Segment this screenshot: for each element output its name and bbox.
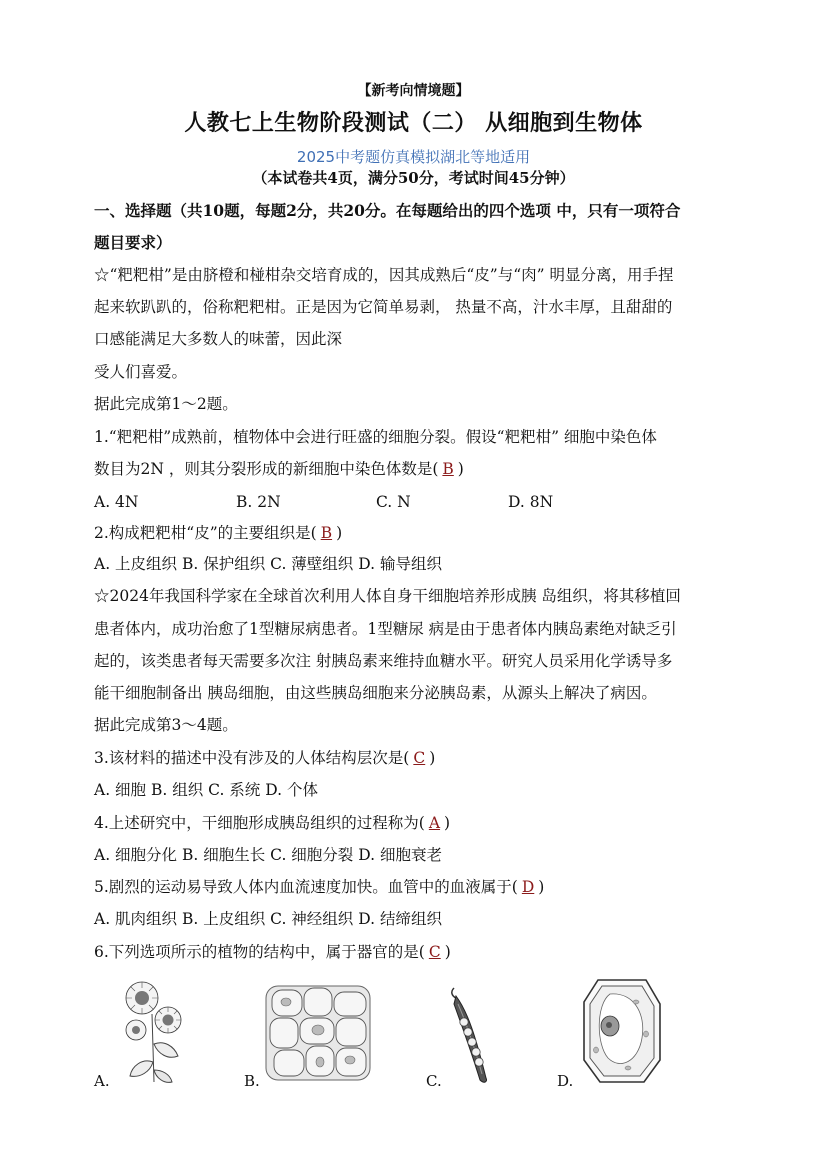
q3-options: A. 细胞 B. 组织 C. 系统 D. 个体 <box>94 781 318 799</box>
q1-option-b: B. 2N <box>236 493 281 511</box>
q2-close-paren: ) <box>336 524 343 542</box>
q4-options: A. 细胞分化 B. 细胞生长 C. 细胞分裂 D. 细胞衰老 <box>94 846 442 864</box>
q6-label-b: B. <box>244 1072 260 1090</box>
q5-options: A. 肌肉组织 B. 上皮组织 C. 神经组织 D. 结缔组织 <box>94 910 442 928</box>
q1-answer: B <box>442 460 454 478</box>
tissue-cells-image <box>264 980 374 1084</box>
material2-line: 起的，该类患者每天需要多次注 射胰岛素来维持血糖水平。研究人员采用化学诱导多 <box>94 652 673 670</box>
material2-line: 能干细胞制备出 胰岛细胞，由这些胰岛细胞来分泌胰岛素，从源头上解决了病因。 <box>94 684 657 702</box>
section-heading-cont: 题目要求） <box>94 233 172 252</box>
q1-options <box>94 492 553 512</box>
q6-stem-text: 6.下列选项所示的植物的结构中，属于器官的是( <box>94 943 425 961</box>
material1-instruction: 据此完成第1～2题。 <box>94 395 238 413</box>
exam-subtitle: 2025中考题仿真模拟湖北等地适用 <box>296 148 531 166</box>
q3-close-paren: ) <box>429 749 436 767</box>
q2-answer: B <box>320 524 333 542</box>
exam-title: 人教七上生物阶段测试（二） 从细胞到生物体 <box>184 111 643 136</box>
q3-stem-text: 3.该材料的描述中没有涉及的人体结构层次是( <box>94 749 410 767</box>
q4-stem-text: 4.上述研究中，干细胞形成胰岛组织的过程称为( <box>94 814 425 832</box>
q6-answer: C <box>428 943 441 961</box>
material1-line: ☆“粑粑柑”是由脐橙和椪柑杂交培育成的，因其成熟后“皮”与“肉” 明显分离，用手捏 <box>94 266 674 284</box>
q3-answer: C <box>413 749 426 767</box>
q6-close-paren: ) <box>444 943 451 961</box>
q6-label-a: A. <box>94 1072 110 1090</box>
q4-stem <box>94 813 450 833</box>
material2-instruction: 据此完成第3～4题。 <box>94 716 238 734</box>
q1-stem-cont <box>94 459 464 479</box>
q6-label-d: D. <box>557 1072 574 1090</box>
material1-line: 受人们喜爱。 <box>94 363 188 381</box>
q4-answer: A <box>428 814 441 832</box>
q4-close-paren: ) <box>444 814 451 832</box>
material2-line: ☆2024年我国科学家在全球首次利用人体自身干细胞培养形成胰 岛组织，将其移植回 <box>94 587 681 605</box>
q2-stem-text: 2.构成粑粑柑“皮”的主要组织是( <box>94 524 317 542</box>
q1-option-d: D. 8N <box>508 493 554 511</box>
q2-options: A. 上皮组织 B. 保护组织 C. 薄壁组织 D. 输导组织 <box>94 555 442 573</box>
section-heading: 一、选择题（共10题，每题2分，共20分。在每题给出的四个选项 中，只有一项符合 <box>94 201 681 220</box>
question-type-tag: 【新考向情境题】 <box>357 83 470 99</box>
pea-pod-image <box>446 982 496 1086</box>
q5-close-paren: ) <box>538 878 545 896</box>
q6-label-c: C. <box>426 1072 442 1090</box>
q1-option-c: C. N <box>376 493 411 511</box>
plant-cell-image <box>580 974 664 1086</box>
material1-line: 起来软趴趴的，俗称粑粑柑。正是因为它简单易剥， 热量不高，汁水丰厚，且甜甜的 <box>94 298 673 316</box>
q5-stem-text: 5.剧烈的运动易导致人体内血流速度加快。血管中的血液属于( <box>94 878 518 896</box>
material1-line: 口感能满足大多数人的味蕾，因此深 <box>94 330 343 348</box>
q1-stem: 1.“粑粑柑”成熟前，植物体中会进行旺盛的细胞分裂。假设“粑粑柑” 细胞中染色体 <box>94 428 657 446</box>
q2-stem <box>94 523 342 543</box>
exam-info: （本试卷共4页，满分50分，考试时间45分钟） <box>252 169 575 187</box>
q1-close-paren: ) <box>457 460 464 478</box>
q1-option-a: A. 4N <box>94 493 139 511</box>
q5-answer: D <box>521 878 535 896</box>
q5-stem <box>94 877 544 897</box>
q1-stem-text: 数目为2N ，则其分裂形成的新细胞中染色体数是( <box>94 460 439 478</box>
sunflower-plant-image <box>112 974 192 1086</box>
q3-stem <box>94 748 435 768</box>
material2-line: 患者体内，成功治愈了1型糖尿病患者。1型糖尿 病是由于患者体内胰岛素绝对缺乏引 <box>94 620 677 638</box>
q6-stem <box>94 942 451 962</box>
